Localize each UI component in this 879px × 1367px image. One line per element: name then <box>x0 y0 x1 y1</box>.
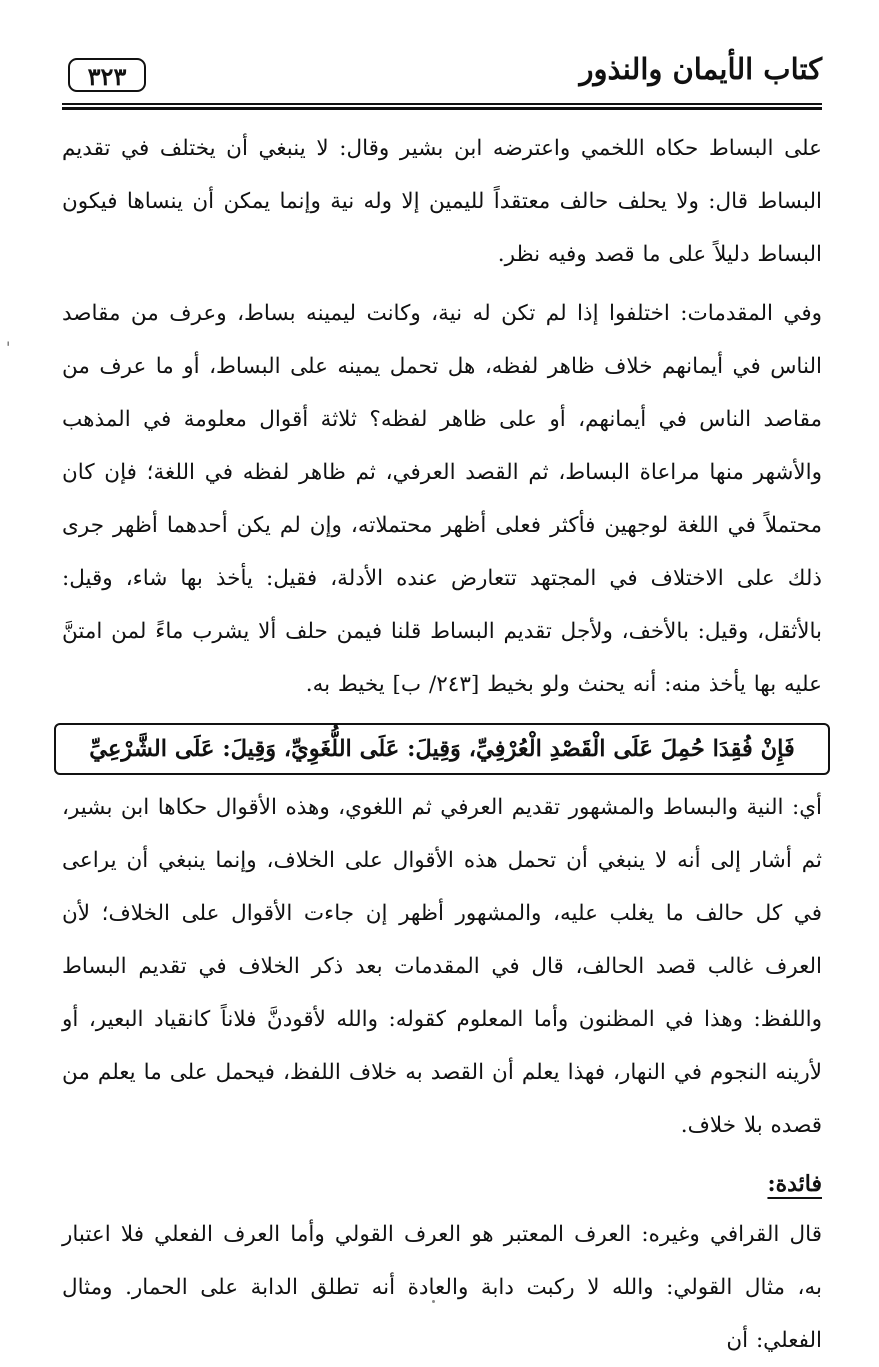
page-number: ٣٢٣ <box>68 58 146 92</box>
book-title: كتاب الأيمان والنذور <box>579 52 822 86</box>
fawaid-heading: فائدة: <box>767 1171 822 1197</box>
commentary-paragraph: قال القرافي وغيره: العرف المعتبر هو العرف القولي وأما العرف الفعلي فلا اعتبار به، مثال القولي: والله لا ركبت دابة والعادة أنه تطلق الدابة على الحمار. ومثال الفعلي: أن <box>62 1222 822 1353</box>
header-rule-thin <box>62 103 822 105</box>
book-page <box>62 48 822 1353</box>
running-header <box>62 48 822 104</box>
margin-mark: ' <box>6 338 11 357</box>
commentary-paragraph: على البساط حكاه اللخمي واعترضه ابن بشير وقال: لا ينبغي أن يختلف في تقديم البساط قال: ولا يحلف حالف معتقداً لليمين إلا وله نية وإنما يمكن أن ينساها فيكون البساط دليلاً على ما قصد وفيه نظر. <box>62 136 822 267</box>
commentary-paragraph: وفي المقدمات: اختلفوا إذا لم تكن له نية، وكانت ليمينه بساط، وعرف من مقاصد الناس في أيمانهم خلاف ظاهر لفظه، هل تحمل يمينه على البساط، أو ما عرف من مقاصد الناس في أيمانهم، أو على ظاهر لفظه؟ ثلاثة أقوال معلومة في المذهب والأشهر منها مراعاة البساط، ثم القصد العرفي، ثم ظاهر لفظه في اللغة؛ فإن كان محتملاً في اللغة لوجهين فأكثر فعلى أظهر محتملاته، وإن لم يكن أحدهما أظهر جرى ذلك على الاختلاف في المجتهد تتعارض عنده الأدلة، فقيل: يأخذ بها شاء، وقيل: بالأثقل، وقيل: بالأخف، ولأجل تقديم البساط قلنا فيمن حلف ألا يشرب ماءً لمن امتنَّ عليه بها يأخذ منه: أنه يحنث ولو بخيط [٢٤٣/ ب] يخيط به. <box>62 301 822 697</box>
header-rule-thick <box>62 107 822 110</box>
matn-text-box: فَإِنْ فُقِدَا حُمِلَ عَلَى الْقَصْدِ الْعُرْفِيِّ، وَقِيلَ: عَلَى اللُّغَوِيِّ، وَقِيلَ: عَلَى الشَّرْعِيِّ <box>54 723 830 775</box>
scan-speck <box>432 1300 435 1303</box>
page-body <box>62 122 822 1367</box>
commentary-paragraph: أي: النية والبساط والمشهور تقديم العرفي ثم اللغوي، وهذه الأقوال حكاها ابن بشير، ثم أشار إلى أنه لا ينبغي أن تحمل هذه الأقوال على الخلاف، وإنما ينبغي أن يراعى في كل حالف ما يغلب عليه، والمشهور أظهر إن جاءت الأقوال على الخلاف؛ لأن العرف غالب قصد الحالف، قال في المقدمات بعد ذكر الخلاف في تقديم البساط واللفظ: وهذا في المظنون وأما المعلوم كقوله: والله لأقودنَّ فلاناً كانقياد البعير، أو لأرينه النجوم في النهار، فهذا يعلم أن القصد به خلاف اللفظ، فيحمل على ما يعلم من قصده بلا خلاف. <box>62 795 822 1138</box>
